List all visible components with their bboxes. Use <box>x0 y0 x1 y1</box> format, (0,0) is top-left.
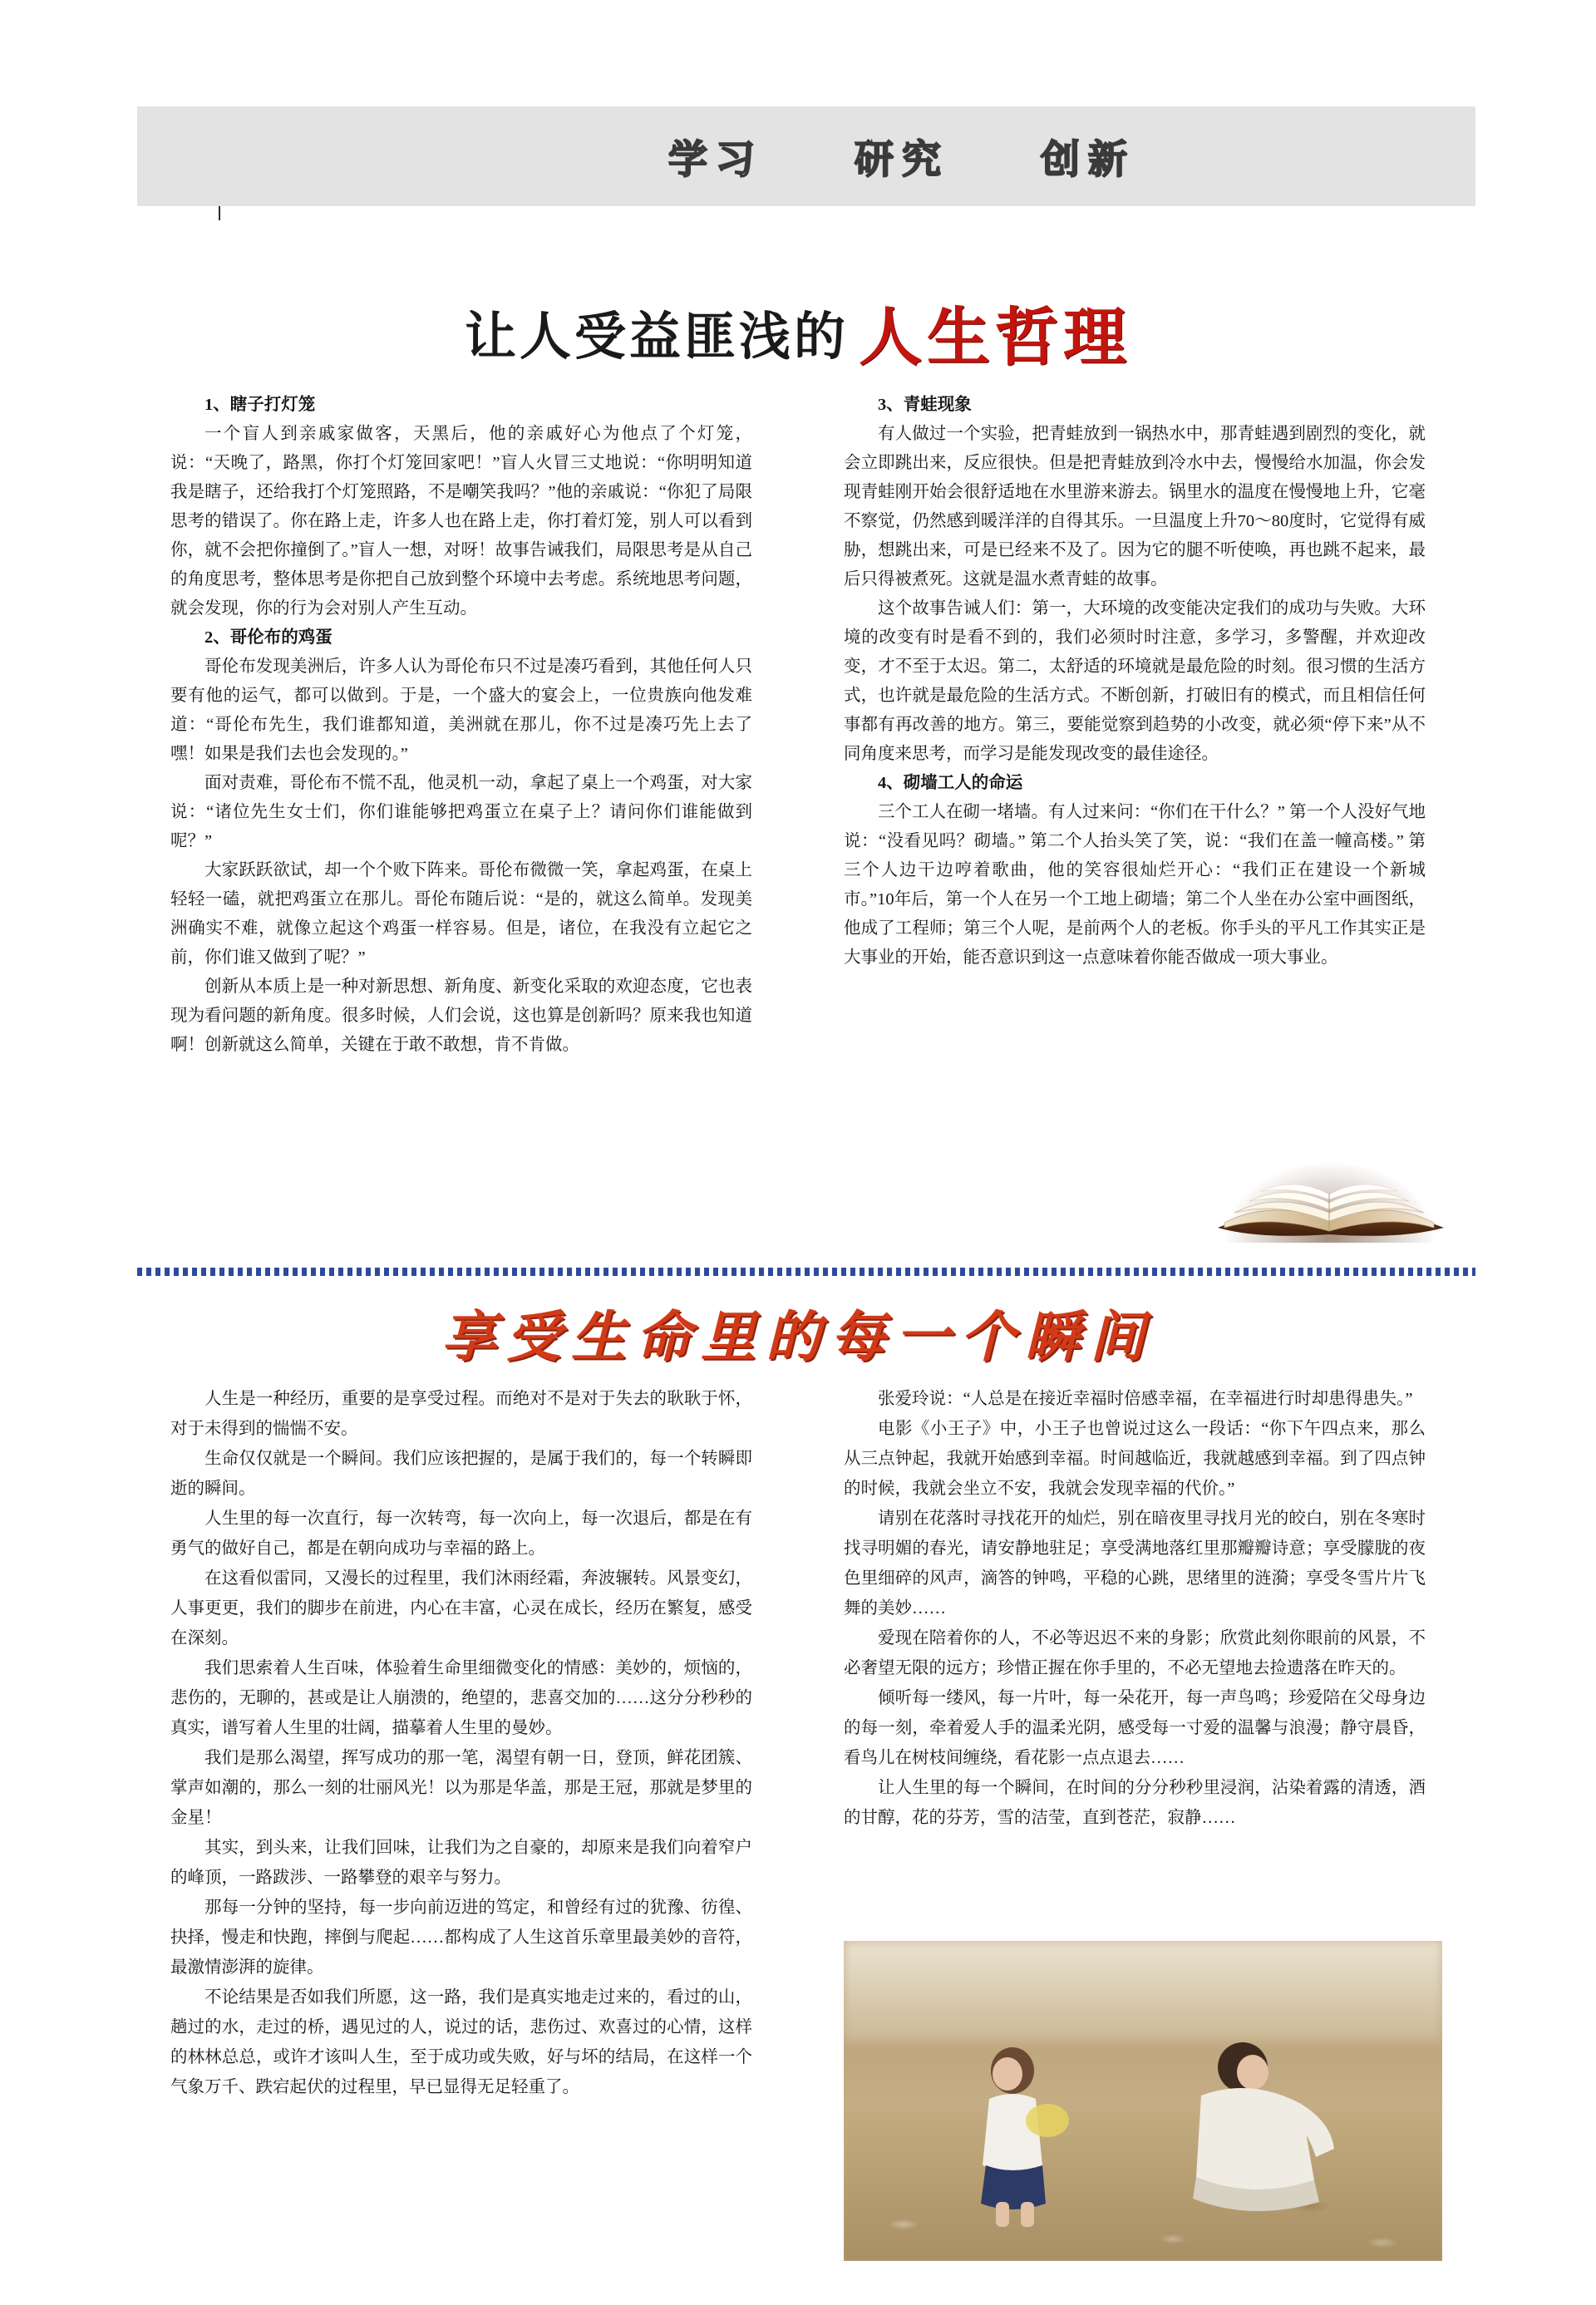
article1-subheading: 4、砌墙工人的命运 <box>878 774 1023 792</box>
article2-paragraph: 我们思索着人生百味，体验着生命里细微变化的情感：美妙的，烦恼的，悲伤的，无聊的，甚或是让人崩溃的，绝望的，悲喜交加的……这分分秒秒的真实，谱写着人生里的壮阔，描摹着人生里的曼妙。 <box>170 1659 752 1737</box>
article1-paragraph: 有人做过一个实验，把青蛙放到一锅热水中，那青蛙遇到剧烈的变化，就会立即跳出来，反应很快。但是把青蛙放到冷水中去，慢慢给水加温，你会发现青蛙刚开始会很舒适地在水里游来游去。锅里水的温度在慢慢地上升，它毫不察觉，仍然感到暖洋洋的自得其乐。一旦温度上升70～80度时，它觉得有威胁，想跳出来，可是已经来不及了。因为它的腿不听使唤，再也跳不起来，最后只得被煮死。这就是温水煮青蛙的故事。 <box>844 425 1426 589</box>
article2-paragraph: 那每一分钟的坚持，每一步向前迈进的笃定，和曾经有过的犹豫、彷徨、抉择，慢走和快跑，摔倒与爬起……都构成了人生这首乐章里最美妙的音符，最激情澎湃的旋律。 <box>170 1899 752 1977</box>
article2-paragraph: 人生里的每一次直行，每一次转弯，每一次向上，每一次退后，都是在有勇气的做好自己，都是在朝向成功与幸福的路上。 <box>170 1510 752 1558</box>
children-autumn-photo <box>844 1941 1442 2261</box>
masthead-banner <box>137 106 1475 206</box>
child-figure <box>956 2041 1081 2232</box>
article1-subheading: 2、哥伦布的鸡蛋 <box>204 628 332 647</box>
article2-paragraph: 电影《小王子》中，小王子也曾说过这么一段话：“你下午四点来，那么从三点钟起，我就开始感到幸福。时间越临近，我就越感到幸福。到了四点钟的时候，我就会坐立不安，我就会发现幸福的代价。” <box>844 1420 1426 1498</box>
article2-left-column <box>170 1384 752 2102</box>
article2-paragraph: 让人生里的每一个瞬间，在时间的分分秒秒里浸润，沾染着露的清透，酒的甘醇，花的芬芳，雪的洁莹，直到苍茫，寂静…… <box>844 1779 1426 1827</box>
article2-paragraph: 在这看似雷同，又漫长的过程里，我们沐雨经霜，奔波辗转。风景变幻，人事更更，我们的脚步在前进，内心在丰富，心灵在成长，经历在繁复，感受在深刻。 <box>170 1569 752 1647</box>
article1-subheading: 1、瞎子打灯笼 <box>204 396 316 414</box>
section-divider <box>137 1268 1475 1276</box>
article1-title <box>0 287 1596 377</box>
article1-left-column <box>170 391 752 1060</box>
article1-paragraph: 面对责难，哥伦布不慌不乱，他灵机一动，拿起了桌上一个鸡蛋，对大家说：“诸位先生女士们，你们谁能够把鸡蛋立在桌子上？请问你们谁能做到呢？” <box>170 774 752 850</box>
masthead-word-research: 研究 <box>855 136 949 181</box>
article1-subheading: 3、青蛙现象 <box>878 396 972 414</box>
article1-body <box>170 391 1442 1247</box>
article1-right-column <box>844 391 1426 973</box>
article1-paragraph: 哥伦布发现美洲后，许多人认为哥伦布只不过是凑巧看到，其他任何人只要有他的运气，都可以做到。于是，一个盛大的宴会上，一位贵族向他发难道：“哥伦布先生，我们谁都知道，美洲就在那儿，你不过是凑巧先上去了嘿！如果是我们去也会发现的。” <box>170 658 752 763</box>
article2-title <box>0 1293 1596 1372</box>
article2-paragraph: 生命仅仅就是一个瞬间。我们应该把握的，是属于我们的，每一个转瞬即逝的瞬间。 <box>170 1450 752 1498</box>
article1-paragraph: 大家跃跃欲试，却一个个败下阵来。哥伦布微微一笑，拿起鸡蛋，在桌上轻轻一磕，就把鸡蛋立在那儿。哥伦布随后说：“是的，就这么简单。发现美洲确实不难，就像立起这个鸡蛋一样容易。但是，诸位，在我没有立起它之前，你们谁又做到了呢？” <box>170 861 752 967</box>
open-book-image <box>1209 1151 1451 1243</box>
article2-paragraph: 不论结果是否如我们所愿，这一路，我们是真实地走过来的，看过的山，趟过的水，走过的桥，遇见过的人，说过的话，悲伤过、欢喜过的心情，这样的林林总总，或许才该叫人生，至于成功或失败，好与坏的结局，在这样一个气象万千、跌宕起伏的过程里，早已显得无足轻重了。 <box>170 1988 752 2096</box>
adult-figure <box>1176 2024 1376 2232</box>
article2-paragraph: 请别在花落时寻找花开的灿烂，别在暗夜里寻找月光的皎白，别在冬寒时找寻明媚的春光，请安静地驻足；享受满地落红里那瓣瓣诗意；享受朦胧的夜色里细碎的风声，滴答的钟鸣，平稳的心跳，思绪里的涟漪；享受冬雪片片飞舞的美妙…… <box>844 1510 1426 1618</box>
article2-paragraph: 其实，到头来，让我们回味，让我们为之自豪的，却原来是我们向着窄户的峰顶，一路跋涉、一路攀登的艰辛与努力。 <box>170 1839 752 1887</box>
article1-title-red: 人生哲理 <box>859 303 1131 373</box>
article2-paragraph: 爱现在陪着你的人，不必等迟迟不来的身影；欣赏此刻你眼前的风景，不必奢望无限的远方；珍惜正握在你手里的，不必无望地去捡遗落在昨天的。 <box>844 1629 1426 1677</box>
masthead-word-study: 学习 <box>668 136 763 181</box>
article1-title-black: 让人受益匪浅的 <box>464 308 849 366</box>
article1-paragraph: 这个故事告诫人们：第一，大环境的改变能决定我们的成功与失败。大环境的改变有时是看不到的，我们必须时时注意，多学习，多警醒，并欢迎改变，才不至于太迟。第二，太舒适的环境就是最危险的时刻。很习惯的生活方式，也许就是最危险的生活方式。不断创新，打破旧有的模式，而且相信任何事都有再改善的地方。第三，要能觉察到趋势的小改变，就必须“停下来”从不同角度来思考，而学习是能发现改变的最佳途径。 <box>844 599 1426 763</box>
article1-paragraph: 一个盲人到亲戚家做客，天黑后，他的亲戚好心为他点了个灯笼，说：“天晚了，路黑，你打个灯笼回家吧！”盲人火冒三丈地说：“你明明知道我是瞎子，还给我打个灯笼照路，不是嘲笑我吗？”他的亲戚说：“你犯了局限思考的错误了。你在路上走，许多人也在路上走，你打着灯笼，别人可以看到你，就不会把你撞倒了。”盲人一想，对呀！故事告诫我们，局限思考是从自己的角度思考，整体思考是你把自己放到整个环境中去考虑。系统地思考问题，就会发现，你的行为会对别人产生互动。 <box>170 425 752 618</box>
article2-title-text: 享受生命里的每一个瞬间 <box>441 1306 1155 1367</box>
masthead-word-innovation: 创新 <box>1041 136 1135 181</box>
article1-paragraph: 三个工人在砌一堵墙。有人过来问：“你们在干什么？” 第一个人没好气地说：“没看见吗？砌墙。” 第二个人抬头笑了笑，说：“我们在盖一幢高楼。” 第三个人边干边哼着歌曲，他的笑容很灿烂开心：“我们正在建设一个新城市。”10年后，第一个人在另一个工地上砌墙；第二个人坐在办公室中画图纸，他成了工程师；第三个人呢，是前两个人的老板。你手头的平凡工作其实正是大事业的开始，能否意识到这一点意味着你能否做成一项大事业。 <box>844 803 1426 967</box>
article2-paragraph: 倾听每一缕风，每一片叶，每一朵花开，每一声鸟鸣；珍爱陪在父母身边的每一刻，牵着爱人手的温柔光阴，感受每一寸爱的温馨与浪漫；静守晨昏，看鸟儿在树枝间缠绕，看花影一点点退去…… <box>844 1689 1426 1767</box>
article2-right-column <box>844 1384 1426 1833</box>
article1-paragraph: 创新从本质上是一种对新思想、新角度、新变化采取的欢迎态度，它也表现为看问题的新角度。很多时候，人们会说，这也算是创新吗？原来我也知道啊！创新就这么简单，关键在于敢不敢想，肯不肯做。 <box>170 978 752 1054</box>
article2-paragraph: 人生是一种经历，重要的是享受过程。而绝对不是对于失去的耿耿于怀，对于未得到的惴惴不安。 <box>170 1390 752 1438</box>
article2-paragraph: 张爱玲说：“人总是在接近幸福时倍感幸福，在幸福进行时却患得患失。” <box>878 1390 1413 1408</box>
article2-paragraph: 我们是那么渴望，挥写成功的那一笔，渴望有朝一日，登顶，鲜花团簇、掌声如潮的，那么一刻的壮丽风光！以为那是华盖，那是王冠，那就是梦里的金星！ <box>170 1749 752 1827</box>
